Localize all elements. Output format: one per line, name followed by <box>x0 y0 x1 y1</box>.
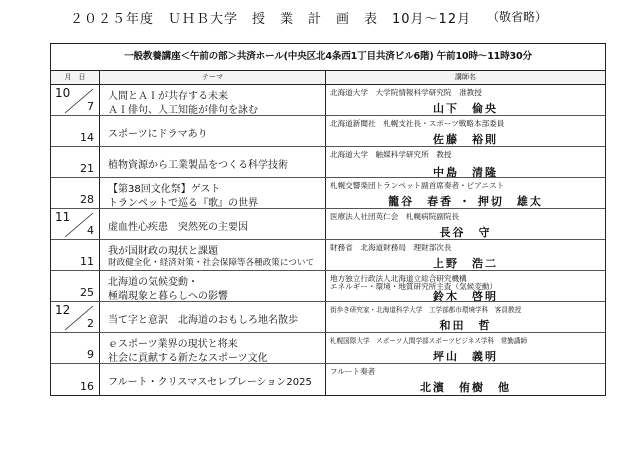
lecturer-affiliation: 地方独立行政法人北海道立総合研究機構 <box>330 274 467 283</box>
lecturer-affiliation: 札幌国際大学 スポーツ人間学部スポーツビジネス学科 常勤講師 <box>330 337 528 345</box>
lecturer-cell <box>325 116 605 146</box>
table-row <box>51 271 605 302</box>
table-row <box>51 302 605 333</box>
date-cell <box>51 364 99 395</box>
lecturer-affiliation: 財務省 北海道財務局 理財部次長 <box>330 243 452 252</box>
theme-cell <box>99 333 325 363</box>
course-banner: 一般教養講座＜午前の部＞共済ホール(中央区北4条西1丁目共済ビル6階) 午前10時～11時30分 <box>51 44 605 71</box>
lecturer-column-header: 講師名 <box>325 71 605 84</box>
lecturer-affiliation: 札幌交響楽団トランペット副首席奏者・ピアニスト <box>330 181 505 190</box>
day-label: 28 <box>80 193 94 206</box>
table-row <box>51 85 605 116</box>
theme-line-1: 北海道の気候変動・ <box>108 277 198 288</box>
theme-line-1: 植物資源から工業製品をつくる科学技術 <box>108 160 288 171</box>
theme-cell <box>99 116 325 146</box>
day-label: 2 <box>87 317 94 330</box>
lecturer-affiliation: 街歩き研究家・北海道科学大学 工学部都市環境学科 客員教授 <box>330 306 522 314</box>
table-row <box>51 364 605 395</box>
table-row <box>51 209 605 240</box>
theme-line-1: 人間とＡＩが共存する未来 <box>108 91 228 102</box>
date-cell <box>51 302 99 332</box>
lecturer-name: 籠谷 春香 ・ 押切 雄太 <box>388 195 543 208</box>
lecturer-cell <box>325 302 605 332</box>
day-label: 11 <box>80 255 94 268</box>
day-label: 4 <box>87 224 94 237</box>
theme-line-2: ＡＩ俳句、人工知能が俳句を詠む <box>108 105 258 115</box>
theme-cell <box>99 209 325 239</box>
lecturer-name: 坪山 義明 <box>433 350 498 363</box>
lecturer-affiliation: 北海道新聞社 札幌支社長・スポーツ戦略本部委員 <box>330 119 505 128</box>
theme-cell <box>99 85 325 115</box>
day-label: 16 <box>80 380 94 393</box>
lecturer-name: 中島 清隆 <box>433 166 498 177</box>
theme-line-1: 我が国財政の現状と課題 <box>108 246 218 257</box>
lecturer-affiliation-line-2: エネルギー・環境・地質研究所主査（気候変動） <box>330 282 498 291</box>
month-label: 10 <box>55 86 71 100</box>
theme-line-1: スポーツにドラマあり <box>108 129 208 140</box>
lecturer-name: 和田 哲 <box>439 319 492 332</box>
table-row <box>51 116 605 147</box>
theme-line-1: 当て字と意訳 北海道のおもしろ地名散歩 <box>108 315 298 326</box>
lecturer-affiliation: 医療法人社団英仁会 札幌病院副院長 <box>330 212 460 221</box>
date-cell <box>51 333 99 363</box>
table-row <box>51 333 605 364</box>
theme-line-2: 財政健全化・経済対策・社会保障等各種政策について <box>108 258 315 268</box>
lecturer-cell <box>325 271 605 301</box>
theme-cell <box>99 271 325 301</box>
date-cell <box>51 147 99 177</box>
lecturer-affiliation: フルート奏者 <box>330 367 376 376</box>
theme-cell <box>99 302 325 332</box>
date-cell <box>51 240 99 270</box>
day-label: 14 <box>80 131 94 144</box>
lecturer-cell <box>325 209 605 239</box>
month-label: 12 <box>55 303 71 317</box>
date-cell <box>51 271 99 301</box>
lecturer-cell <box>325 178 605 208</box>
honorifics-note: （敬省略） <box>487 10 548 24</box>
theme-cell <box>99 178 325 208</box>
lecturer-cell <box>325 85 605 115</box>
theme-line-1: ｅスポーツ業界の現状と将来 <box>108 339 238 350</box>
day-label: 9 <box>87 348 94 361</box>
day-label: 7 <box>87 100 94 113</box>
theme-column-header: テーマ <box>99 71 325 84</box>
date-cell <box>51 85 99 115</box>
day-label: 25 <box>80 286 94 299</box>
lecturer-name: 北濱 侑樹 他 <box>420 381 511 394</box>
lecturer-name: 鈴木 啓明 <box>433 290 498 301</box>
lecturer-name: 上野 浩二 <box>433 257 498 270</box>
table-row <box>51 240 605 271</box>
theme-cell <box>99 240 325 270</box>
theme-line-2: トランペットで巡る『歌』の世界 <box>108 198 258 208</box>
table-row <box>51 147 605 178</box>
theme-cell <box>99 364 325 395</box>
date-cell <box>51 209 99 239</box>
lecturer-affiliation: 北海道大学 触媒科学研究所 教授 <box>330 150 452 159</box>
document-title: ２０２５年度 ＵＨＢ大学 授 業 計 画 表 10月～12月 <box>70 12 472 27</box>
month-label: 11 <box>55 210 71 224</box>
lecturer-cell <box>325 333 605 363</box>
lecturer-cell <box>325 364 605 395</box>
theme-line-1: フルート・クリスマスセレブレーション2025 <box>108 377 312 388</box>
lecturer-cell <box>325 240 605 270</box>
lecturer-name: 佐藤 裕則 <box>433 133 498 146</box>
day-label: 21 <box>80 162 94 175</box>
table-header <box>51 71 605 85</box>
lecturer-name: 山下 倫央 <box>433 102 498 115</box>
theme-line-2: 極端現象と暮らしへの影響 <box>108 291 228 301</box>
lecturer-affiliation: 北海道大学 大学院情報科学研究院 准教授 <box>330 88 482 97</box>
lecturer-name: 長谷 守 <box>439 226 492 239</box>
table-row <box>51 178 605 209</box>
lecturer-cell <box>325 147 605 177</box>
date-cell <box>51 116 99 146</box>
theme-line-1: 虚血性心疾患 突然死の主要因 <box>108 222 248 233</box>
date-column-header: 月 日 <box>64 73 86 81</box>
theme-line-1: 【第38回文化祭】ゲスト <box>108 184 221 195</box>
schedule-table <box>50 43 606 396</box>
theme-cell <box>99 147 325 177</box>
theme-line-2: 社会に貢献する新たなスポーツ文化 <box>108 353 268 363</box>
date-cell <box>51 178 99 208</box>
